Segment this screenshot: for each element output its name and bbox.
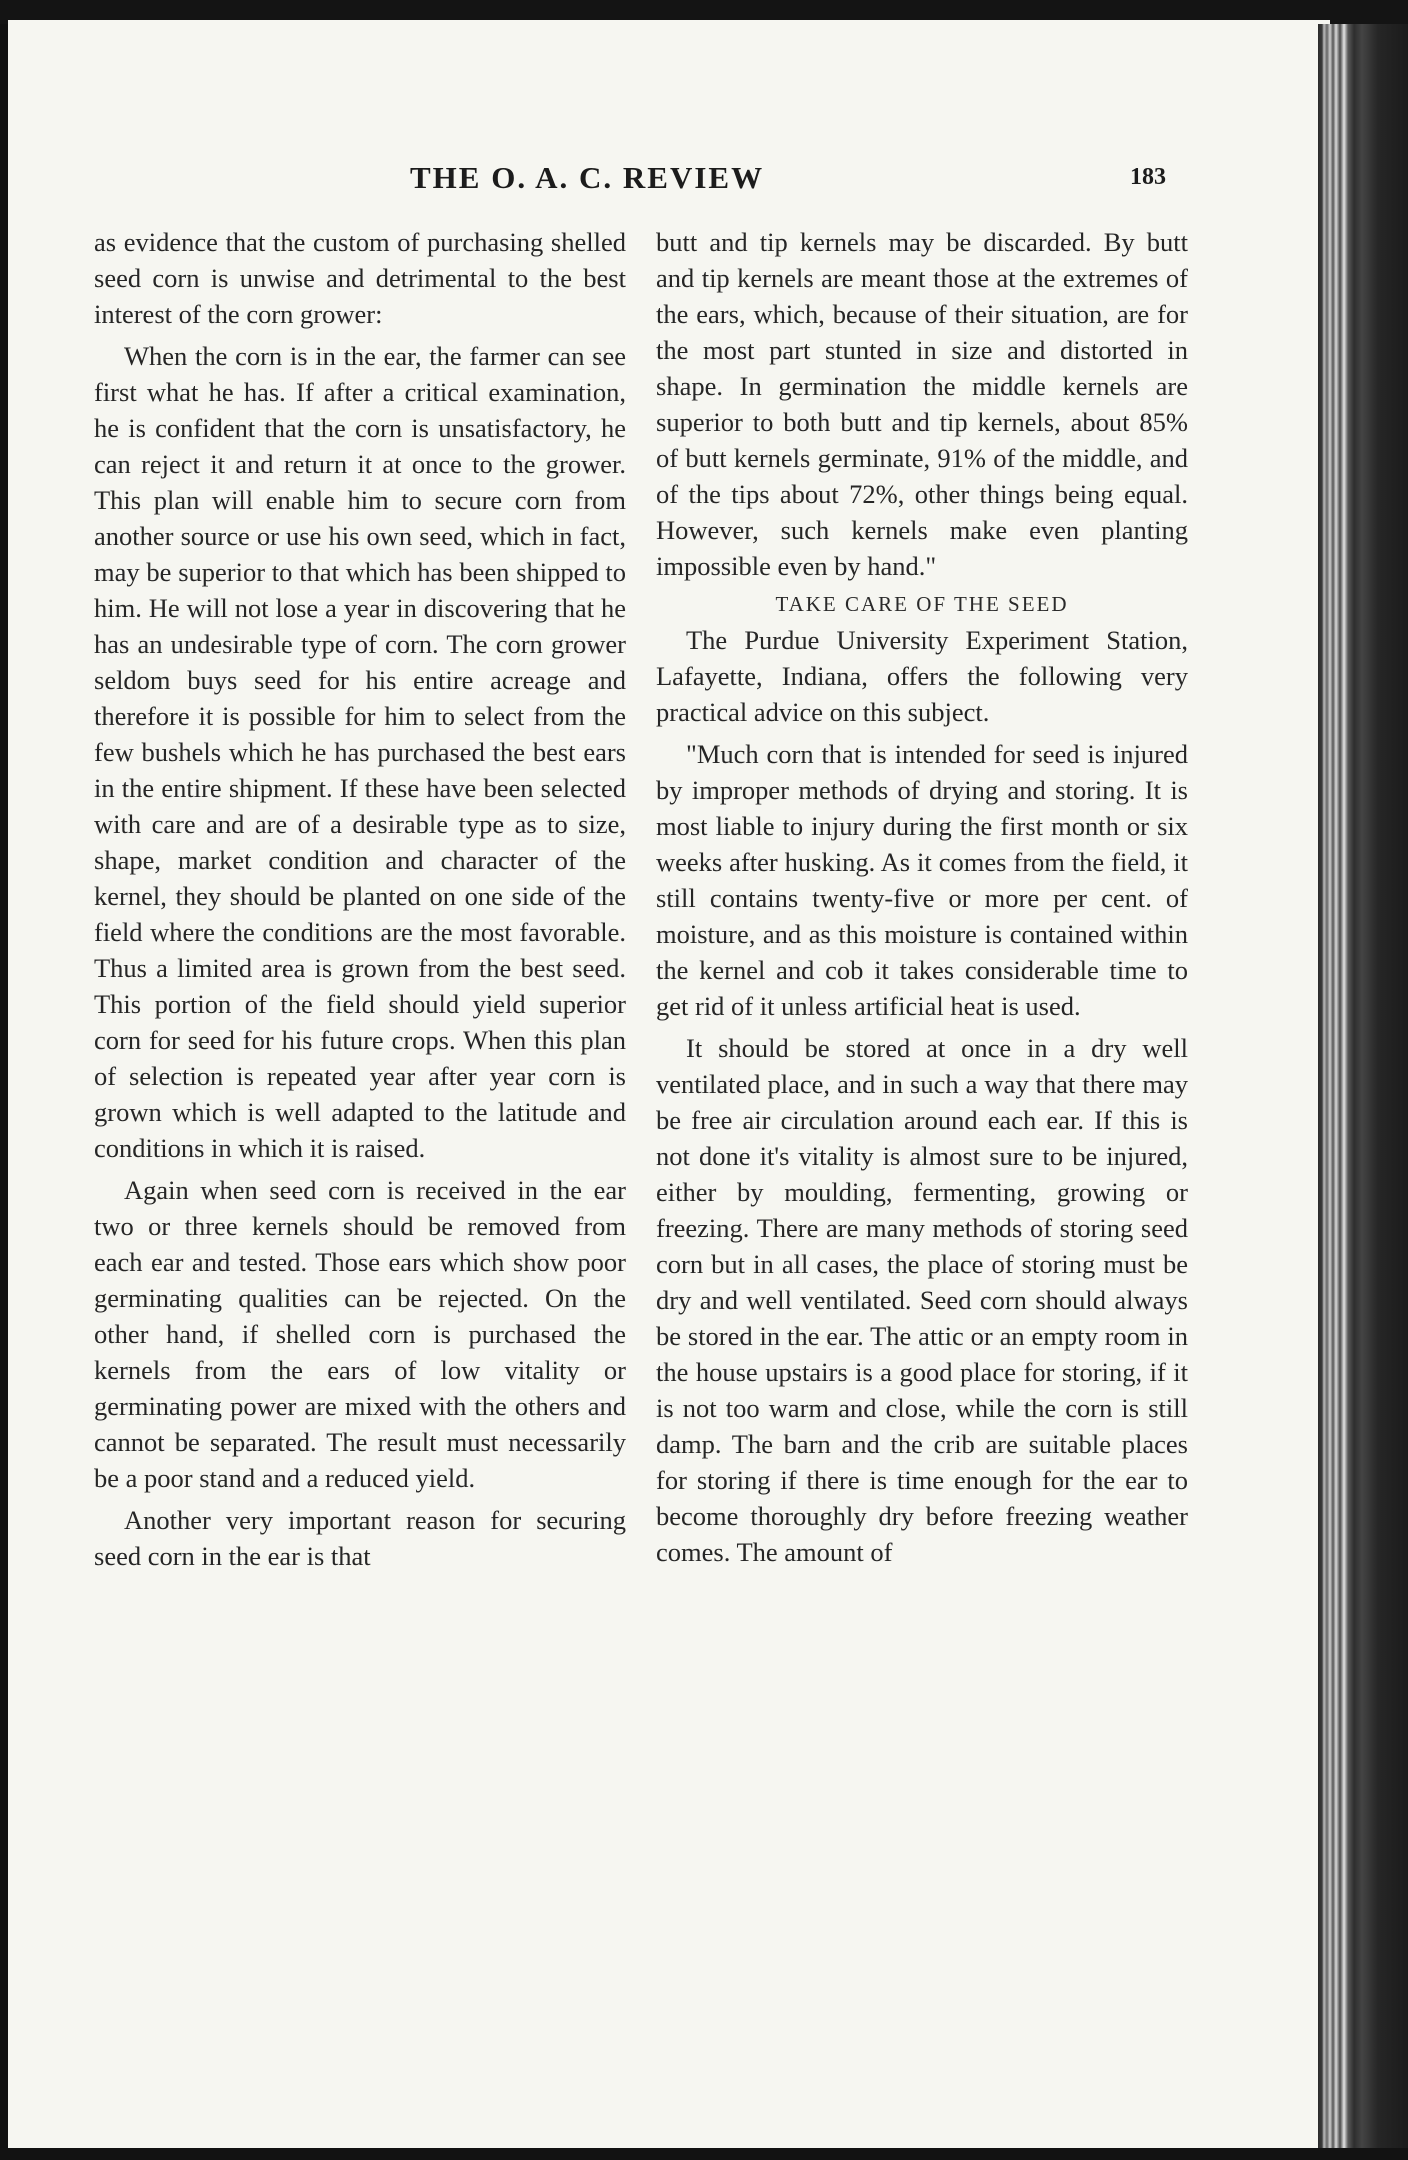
- left-column: [94, 224, 626, 1574]
- page-number: 183: [1130, 164, 1166, 190]
- paragraph: Another very important reason for securing seed corn in the ear is that: [94, 1505, 626, 1571]
- paragraph: butt and tip kernels may be discarded. By butt and tip kernels are meant those at the extremes of the ears, which, because of their situation, are for the most part stunted in size and distorted in shape. In germination the middle kernels are superior to both butt and tip kernels, about 85% of butt kernels germinate, 91% of the middle, and of the tips about 72%, other things being equal. However, such kernels make even planting impossible even by hand.": [656, 227, 1188, 581]
- paragraph: When the corn is in the ear, the farmer can see first what he has. If after a critical examination, he is confident that the corn is unsatisfactory, he can reject it and return it at once to the grower. This plan will enable him to secure corn from another source or use his own seed, which in fact, may be superior to that which has been shipped to him. He will not lose a year in discovering that he has an undesirable type of corn. The corn grower seldom buys seed for his entire acreage and therefore it is possible for him to select from the few bushels which he has purchased the best ears in the entire shipment. If these have been selected with care and are of a desirable type as to size, shape, market condition and character of the kernel, they should be planted on one side of the field where the conditions are the most favorable. Thus a limited area is grown from the best seed. This portion of the field should yield superior corn for seed for his future crops. When this plan of selection is repeated year after year corn is grown which is well adapted to the latitude and conditions in which it is raised.: [94, 341, 626, 1163]
- book-spine-edge: [1318, 24, 1408, 2160]
- scan-bottom-border: [0, 2148, 1408, 2160]
- right-column: [656, 224, 1188, 1570]
- paragraph: "Much corn that is intended for seed is injured by improper methods of drying and storing. It is most liable to injury during the first month or six weeks after husking. As it comes from the field, it still contains twenty-five or more per cent. of moisture, and as this moisture is contained within the kernel and cob it takes considerable time to get rid of it unless artificial heat is used.: [656, 739, 1188, 1021]
- running-title: THE O. A. C. REVIEW: [410, 160, 765, 195]
- paragraph: Again when seed corn is received in the ear two or three kernels should be removed from each ear and tested. Those ears which show poor germinating qualities can be rejected. On the other hand, if shelled corn is purchased the kernels from the ears of low vitality or germinating power are mixed with the others and cannot be separated. The result must necessarily be a poor stand and a reduced yield.: [94, 1175, 626, 1493]
- paragraph: as evidence that the custom of purchasing shelled seed corn is unwise and detrimental to the best interest of the corn grower:: [94, 227, 626, 329]
- section-heading: TAKE CARE OF THE SEED: [775, 592, 1069, 616]
- paragraph: It should be stored at once in a dry well ventilated place, and in such a way that there may be free air circulation around each ear. If this is not done it's vitality is almost sure to be injured, either by moulding, fermenting, growing or freezing. There are many methods of storing seed corn but in all cases, the place of storing must be dry and well ventilated. Seed corn should always be stored in the ear. The attic or an empty room in the house upstairs is a good place for storing, if it is not too warm and close, while the corn is still damp. The barn and the crib are suitable places for storing if there is time enough for the ear to become thoroughly dry before freezing weather comes. The amount of: [656, 1033, 1188, 1567]
- page-header: [90, 160, 1190, 200]
- paragraph: The Purdue University Experiment Station, Lafayette, Indiana, offers the following very practical advice on this subject.: [656, 625, 1188, 727]
